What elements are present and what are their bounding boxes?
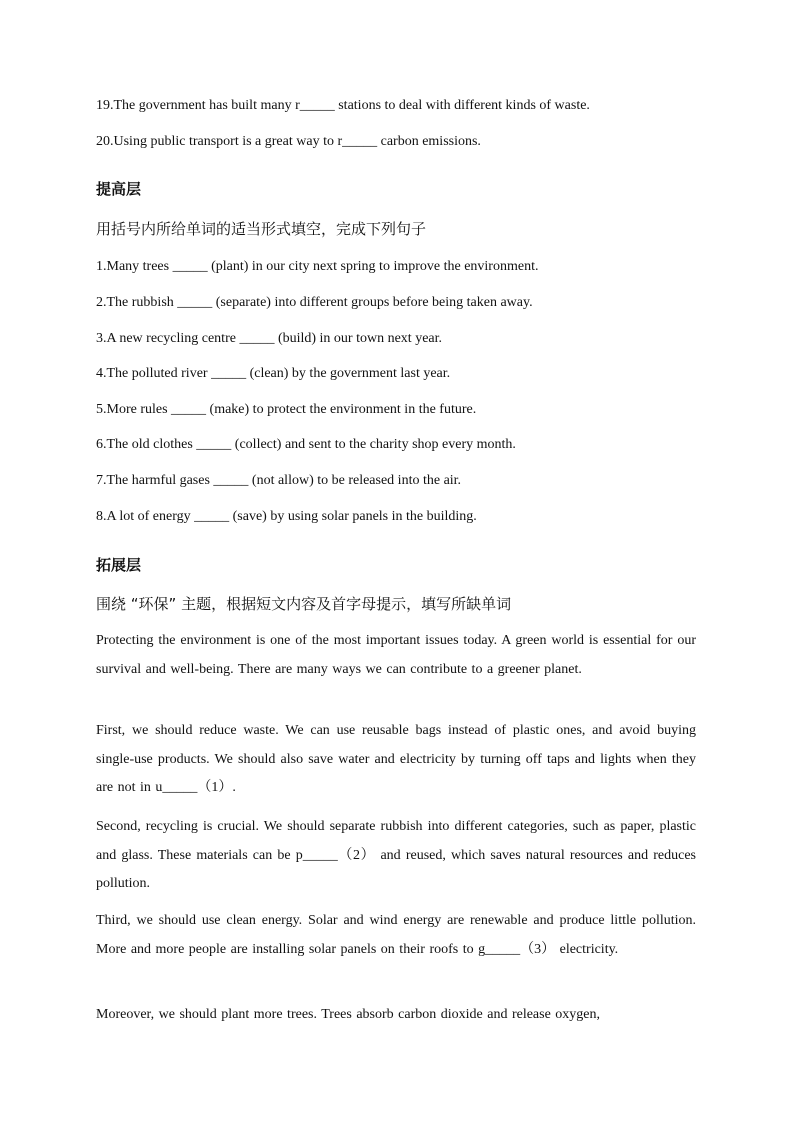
passage-paragraph-5: Moreover, we should plant more trees. Trees absorb carbon dioxide and release oxygen,	[96, 1007, 601, 1022]
question-19: 19.The government has built many r_____ stations to deal with different kinds of waste.	[96, 98, 590, 113]
exercise-item-8: 8.A lot of energy _____ (save) by using solar panels in the building.	[96, 509, 477, 524]
passage-paragraph-1: Protecting the environment is one of the most important issues today. A green world is essential for our survival and well-being. There are many ways we can contribute to a greener planet.	[96, 633, 696, 677]
section-instruction-extension: 围绕 “环保” 主题，根据短文内容及首字母提示，填写所缺单词	[96, 595, 512, 613]
exercise-item-3: 3.A new recycling centre _____ (build) in our town next year.	[96, 331, 443, 346]
section-instruction-advanced: 用括号内所给单词的适当形式填空，完成下列句子	[96, 220, 427, 238]
section-title-advanced: 提高层	[96, 180, 142, 198]
exercise-item-4: 4.The polluted river _____ (clean) by the government last year.	[96, 366, 451, 381]
exercise-item-7: 7.The harmful gases _____ (not allow) to be released into the air.	[96, 473, 462, 488]
exercise-item-5: 5.More rules _____ (make) to protect the environment in the future.	[96, 402, 477, 417]
exercise-item-2: 2.The rubbish _____ (separate) into different groups before being taken away.	[96, 295, 533, 310]
section-title-extension: 拓展层	[96, 556, 142, 574]
passage-paragraph-2: First, we should reduce waste. We can use reusable bags instead of plastic ones, and avoid buying single-use products. We should also save water and electricity by turning off taps and lights when they are not in u_____（1）.	[96, 723, 696, 795]
question-20: 20.Using public transport is a great way to r_____ carbon emissions.	[96, 134, 481, 149]
exercise-item-1: 1.Many trees _____ (plant) in our city next spring to improve the environment.	[96, 259, 539, 274]
passage-paragraph-3: Second, recycling is crucial. We should separate rubbish into different categories, such as paper, plastic and glass. These materials can be p_____（2） and reused, which saves natural resources and reduces pollution.	[96, 819, 696, 891]
passage-paragraph-4: Third, we should use clean energy. Solar and wind energy are renewable and produce little pollution. More and more people are installing solar panels on their roofs to g_____（3） electricity.	[96, 913, 696, 957]
exercise-item-6: 6.The old clothes _____ (collect) and sent to the charity shop every month.	[96, 437, 516, 452]
